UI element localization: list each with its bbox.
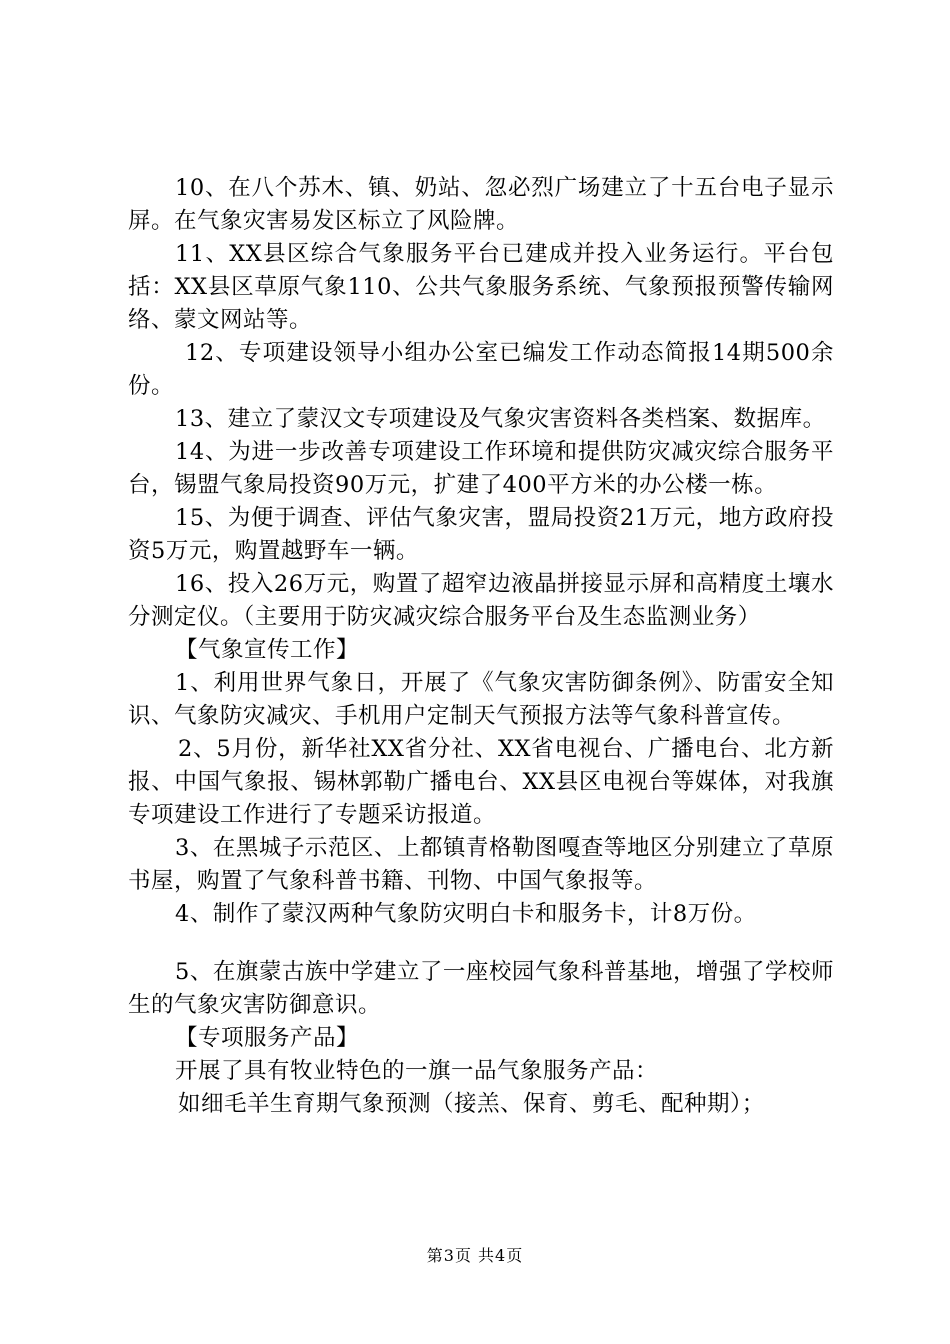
- paragraph-item-10: 10、在八个苏木、镇、奶站、忽必烈广场建立了十五台电子显示屏。在气象灾害易发区标立了风险牌。: [128, 175, 834, 234]
- section-heading-publicity: 【气象宣传工作】: [175, 637, 360, 663]
- service-products-example: 如细毛羊生育期气象预测（接羔、保育、剪毛、配种期）；: [178, 1091, 765, 1117]
- publicity-item-3: 3、在黑城子示范区、上都镇青格勒图嘎查等地区分别建立了草原书屋，购置了气象科普书籍、刊物、中国气象报等。: [128, 835, 834, 894]
- service-products-intro: 开展了具有牧业特色的一旗一品气象服务产品：: [175, 1058, 659, 1084]
- document-body: [128, 172, 834, 1121]
- publicity-item-1: 1、利用世界气象日，开展了《气象灾害防御条例》、防雷安全知识、气象防灾减灾、手机用户定制天气预报方法等气象科普宣传。: [128, 670, 834, 729]
- publicity-item-4: 4、制作了蒙汉两种气象防灾明白卡和服务卡，计8万份。: [175, 901, 757, 927]
- page-footer: 第3页 共4页: [426, 1246, 524, 1265]
- paragraph-item-11: 11、XX县区综合气象服务平台已建成并投入业务运行。平台包括：XX县区草原气象110、公共气象服务系统、气象预报预警传输网络、蒙文网站等。: [128, 241, 834, 333]
- paragraph-item-16: 16、投入26万元，购置了超窄边液晶拼接显示屏和高精度土壤水分测定仪。（主要用于防灾减灾综合服务平台及生态监测业务）: [128, 571, 834, 630]
- paragraph-item-14: 14、为进一步改善专项建设工作环境和提供防灾减灾综合服务平台，锡盟气象局投资90万元，扩建了400平方米的办公楼一栋。: [128, 439, 834, 498]
- publicity-item-2: 2、5月份，新华社XX省分社、XX省电视台、广播电台、北方新报、中国气象报、锡林郭勒广播电台、XX县区电视台等媒体，对我旗专项建设工作进行了专题采访报道。: [128, 736, 834, 828]
- paragraph-item-13: 13、建立了蒙汉文专项建设及气象灾害资料各类档案、数据库。: [175, 406, 826, 432]
- section-heading-service-products: 【专项服务产品】: [175, 1025, 360, 1051]
- publicity-item-5: 5、在旗蒙古族中学建立了一座校园气象科普基地，增强了学校师生的气象灾害防御意识。: [128, 959, 834, 1018]
- paragraph-item-15: 15、为便于调查、评估气象灾害，盟局投资21万元，地方政府投资5万元，购置越野车一辆。: [128, 505, 834, 564]
- paragraph-item-12: 12、专项建设领导小组办公室已编发工作动态简报14期500余份。: [128, 340, 834, 399]
